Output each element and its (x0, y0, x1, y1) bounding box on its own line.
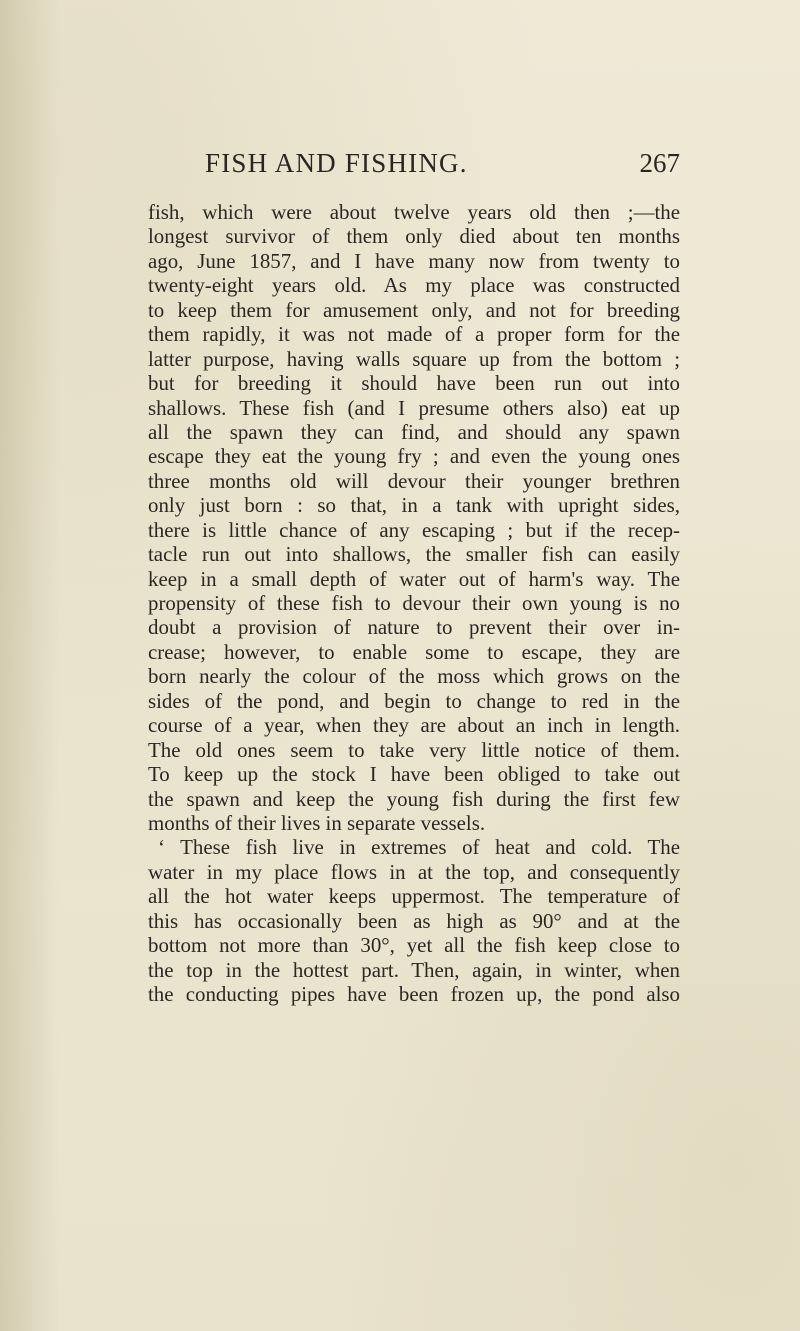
text-line: escape they eat the young fry ; and even the young ones (148, 444, 680, 469)
text-line: tacle run out into shallows, the smaller fish can easily (148, 542, 680, 567)
running-head (205, 148, 680, 182)
text-line: this has occasionally been as high as 90° and at the (148, 908, 680, 933)
text-line: all the hot water keeps uppermost. The temperature of (148, 884, 680, 909)
text-line: keep in a small depth of water out of harm's way. The (148, 566, 680, 591)
page-number: 267 (639, 148, 680, 178)
page-edge-shadow (0, 0, 60, 1331)
text-line: but for breeding it should have been run out into (148, 371, 680, 396)
text-line: doubt a provision of nature to prevent their over in- (148, 615, 680, 640)
text-line: latter purpose, having walls square up from the bottom ; (148, 346, 680, 371)
text-line: propensity of these fish to devour their own young is no (148, 591, 680, 615)
text-line: To keep up the stock I have been obliged to take out (148, 762, 680, 787)
text-line: born nearly the colour of the moss which grows on the (148, 664, 680, 689)
running-title: FISH AND FISHING. (205, 148, 468, 178)
text-line: course of a year, when they are about an inch in length. (148, 713, 680, 738)
body-text (148, 200, 680, 1006)
text-line: longest survivor of them only died about ten months (148, 224, 680, 249)
text-line: The old ones seem to take very little notice of them. (148, 737, 680, 762)
text-line: twenty-eight years old. As my place was constructed (148, 273, 680, 298)
text-line: three months old will devour their younger brethren (148, 468, 680, 493)
text-line: water in my place flows in at the top, and consequently (148, 859, 680, 884)
text-line: shallows. These fish (and I presume others also) eat up (148, 395, 680, 420)
text-line: fish, which were about twelve years old then ;—the (148, 200, 680, 224)
text-line: all the spawn they can find, and should any spawn (148, 419, 680, 444)
text-line: ago, June 1857, and I have many now from twenty to (148, 248, 680, 273)
text-line: the top in the hottest part. Then, again, in winter, when (148, 957, 680, 982)
text-line: only just born : so that, in a tank with upright sides, (148, 493, 680, 518)
text-line: the conducting pipes have been frozen up, the pond also (148, 982, 680, 1006)
text-line: months of their lives in separate vessels. (148, 810, 486, 835)
text-line: there is little chance of any escaping ; but if the recep- (148, 517, 680, 542)
text-line: them rapidly, it was not made of a proper form for the (148, 322, 680, 347)
text-line: to keep them for amusement only, and not for breeding (148, 297, 680, 322)
text-line: bottom not more than 30°, yet all the fish keep close to (148, 933, 680, 958)
text-line: sides of the pond, and begin to change to red in the (148, 688, 680, 713)
text-line: ‘ These fish live in extremes of heat and cold. The (158, 835, 680, 860)
text-line: crease; however, to enable some to escape, they are (148, 639, 680, 664)
text-line: the spawn and keep the young fish during the first few (148, 786, 680, 811)
